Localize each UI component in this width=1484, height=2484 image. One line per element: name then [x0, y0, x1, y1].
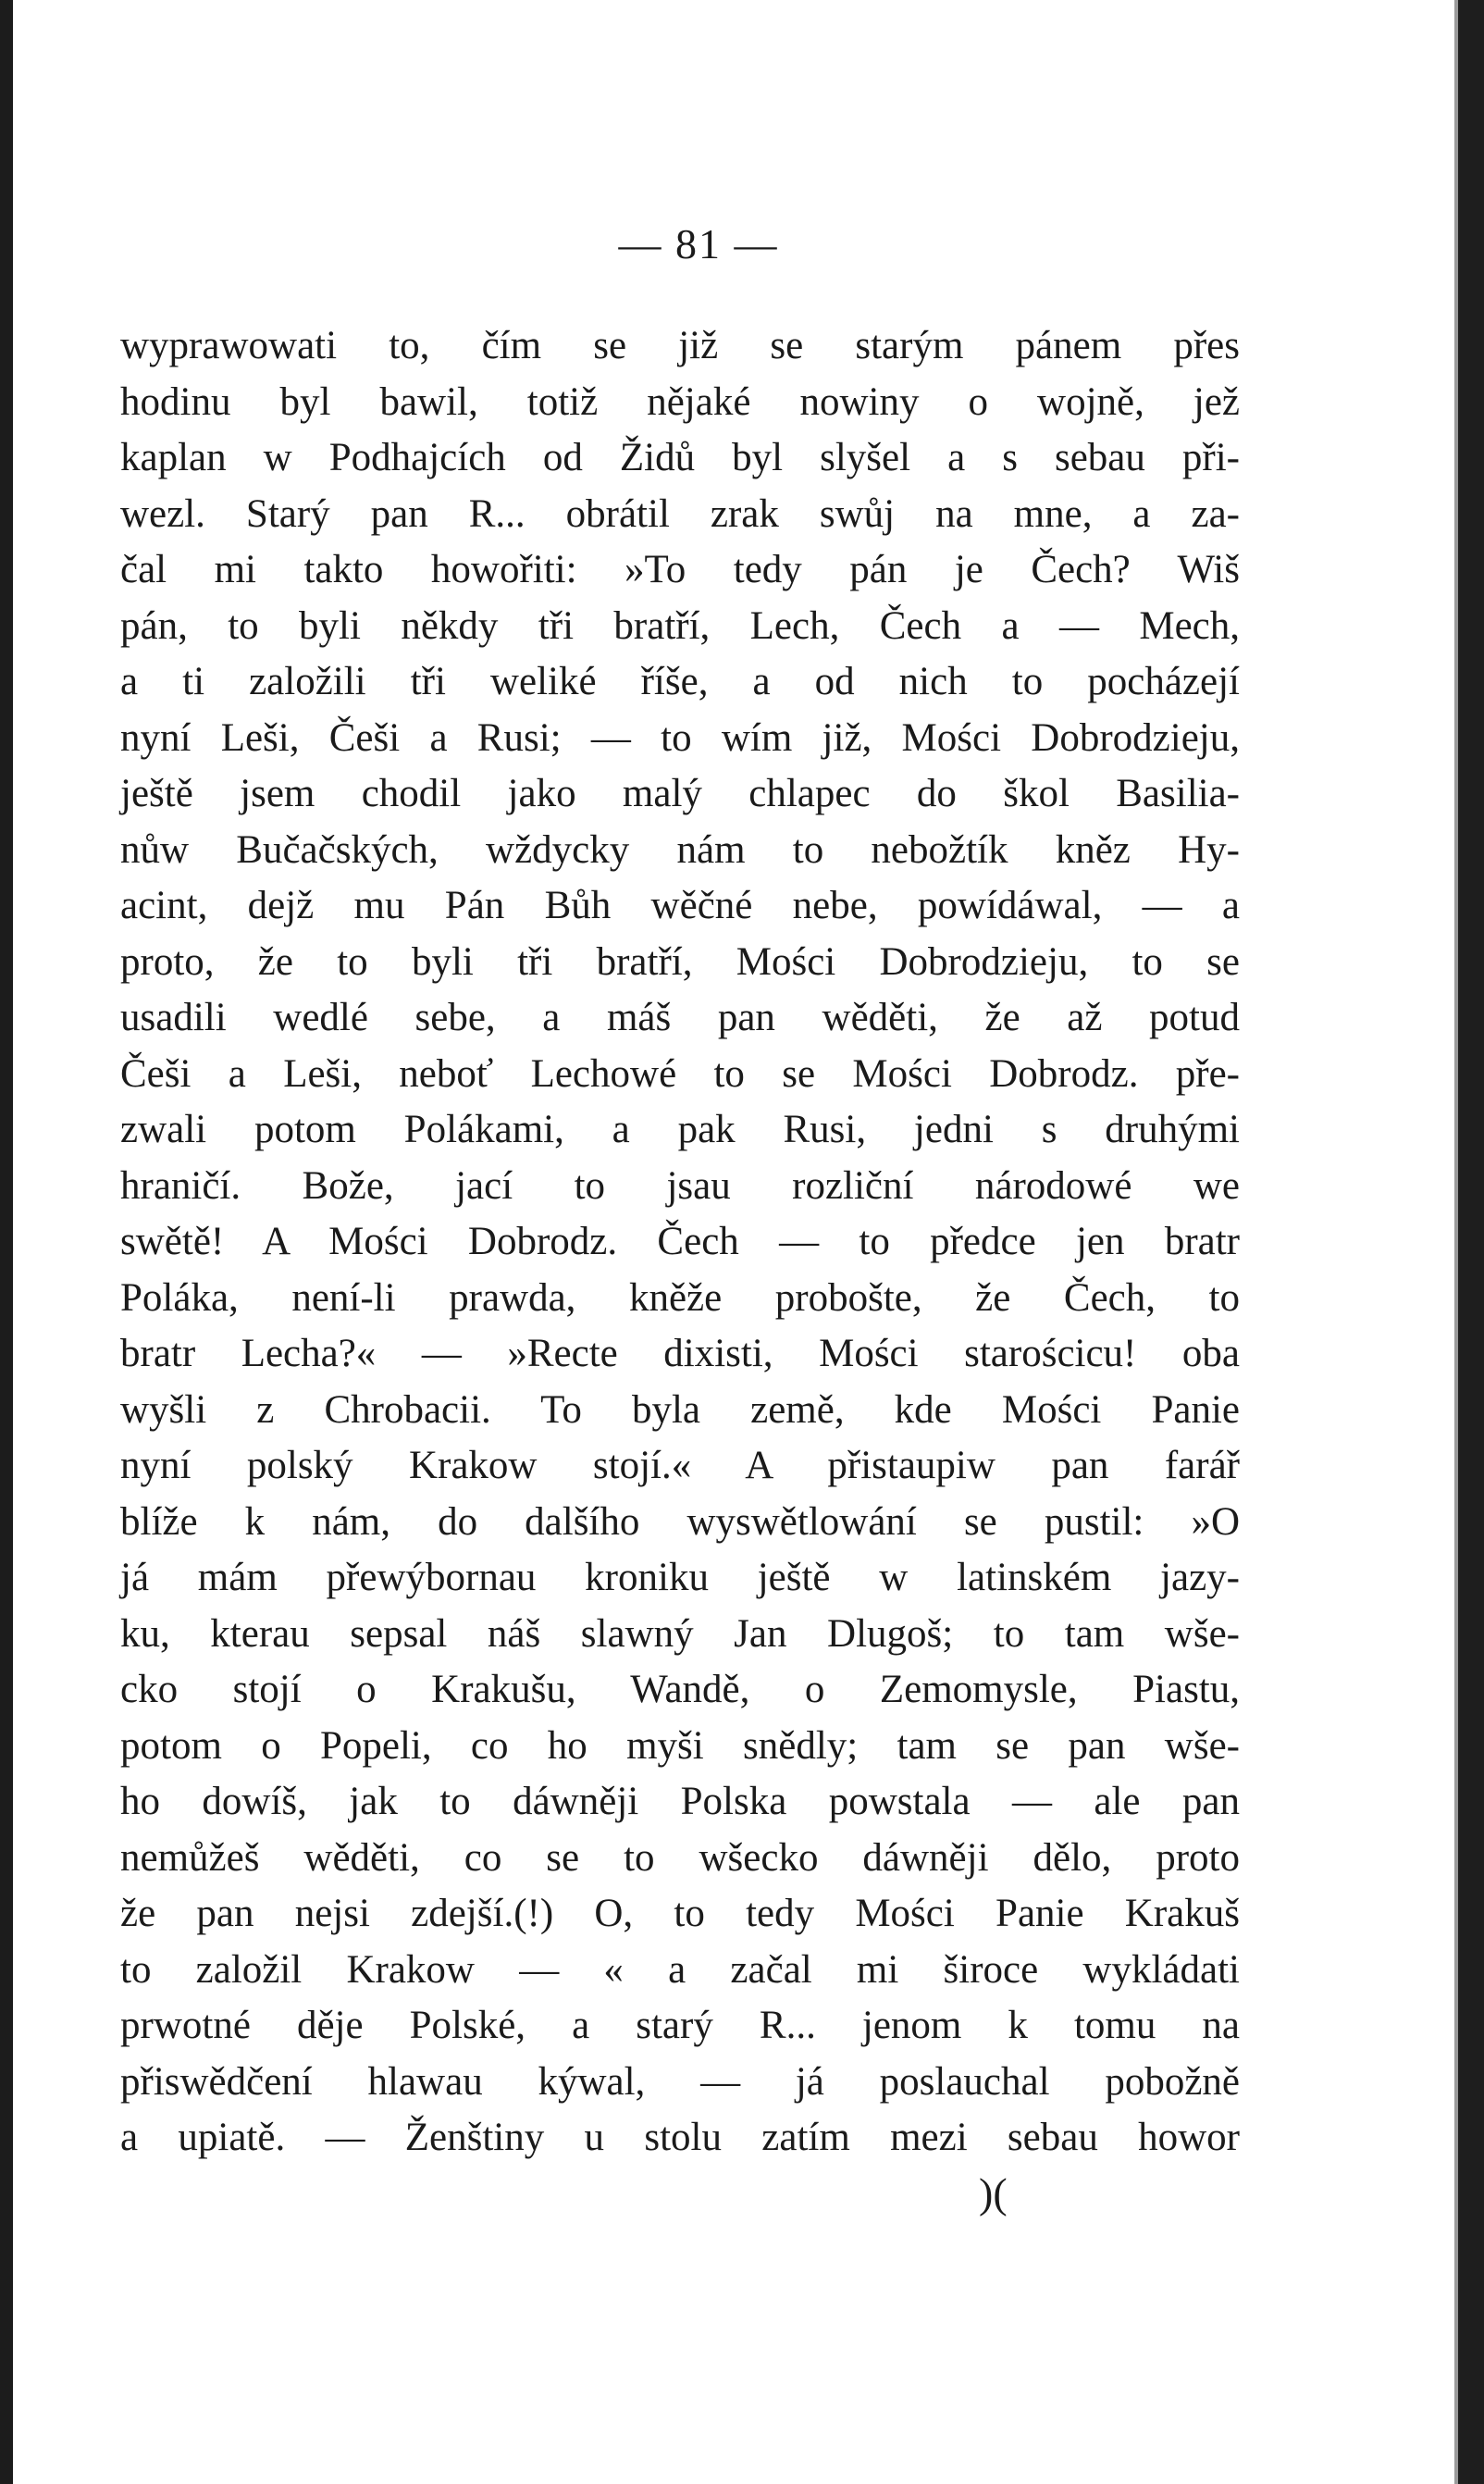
- text-line: nůw Bučačských, wždycky nám to nebožtík kněz Hy-: [120, 827, 1240, 872]
- text-line: prwotné děje Polské, a starý R... jenom k tomu na: [120, 2004, 1240, 2047]
- text-line: čal mi takto howořiti: »To tedy pán je Čech? Wiš: [120, 548, 1240, 591]
- page-number-header: — 81 —: [618, 220, 779, 267]
- text-line: a ti založili tři weliké říše, a od nich to pocházejí: [120, 660, 1240, 703]
- text-line: ještě jsem chodil jako malý chlapec do škol Basilia-: [120, 772, 1240, 815]
- text-line: hraničí. Bože, jací to jsau rozliční národowé we: [120, 1163, 1240, 1208]
- text-line: nyní polský Krakow stojí.« A přistaupiw pan farář: [120, 1444, 1240, 1487]
- text-line: wezl. Starý pan R... obrátil zrak swůj na mne, a za-: [120, 491, 1240, 536]
- text-line: že pan nejsi zdejší.(!) O, to tedy Mości Panie Krakuš: [120, 1892, 1240, 1935]
- body-text: [120, 318, 1240, 2167]
- text-line: usadili wedlé sebe, a máš pan wěděti, že až potud: [120, 996, 1240, 1039]
- text-line: cko stojí o Krakušu, Wandě, o Zemomysle, Piastu,: [120, 1668, 1240, 1711]
- scan-border-left: [0, 0, 13, 2484]
- text-line: ku, kterau sepsal náš slawný Jan Dlugoš; to tam wše-: [120, 1611, 1240, 1656]
- text-line: acint, dejž mu Pán Bůh wěčné nebe, powídáwal, — a: [120, 884, 1240, 927]
- text-line: Poláka, není-li prawda, kněže probošte, že Čech, to: [120, 1275, 1240, 1320]
- scan-border-right: [1458, 0, 1484, 2484]
- book-page: [120, 218, 1240, 2167]
- text-line: nyní Leši, Češi a Rusi; — to wím již, Mości Dobrodzieju,: [120, 715, 1240, 760]
- text-line: ho dowíš, jak to dáwněji Polska powstala — ale pan: [120, 1780, 1240, 1823]
- text-line: potom o Popeli, co ho myši snědly; tam se pan wše-: [120, 1723, 1240, 1768]
- text-line: já mám přewýbornau kroniku ještě w latinském jazy-: [120, 1556, 1240, 1599]
- text-line: přiswědčení hlawau kýwal, — já poslauchal pobožně: [120, 2059, 1240, 2104]
- text-line: to založil Krakow — « a začal mi široce wykládati: [120, 1947, 1240, 1992]
- text-line: pán, to byli někdy tři bratří, Lech, Čech a — Mech,: [120, 603, 1240, 648]
- text-line: proto, že to byli tři bratří, Mości Dobrodzieju, to se: [120, 939, 1240, 984]
- text-line: Češi a Leši, neboť Lechowé to se Mości Dobrodz. pře-: [120, 1051, 1240, 1096]
- text-line: blíže k nám, do dalšího wyswětlowání se pustil: »O: [120, 1499, 1240, 1544]
- catchword-mark: )(: [979, 2169, 1008, 2217]
- text-line: nemůžeš wěděti, co se to wšecko dáwněji dělo, proto: [120, 1835, 1240, 1880]
- text-line: bratr Lecha?« — »Recte dixisti, Mości starościcu! oba: [120, 1332, 1240, 1375]
- text-line: hodinu byl bawil, totiž nějaké nowiny o wojně, jež: [120, 379, 1240, 424]
- text-line: zwali potom Polákami, a pak Rusi, jedni s druhými: [120, 1108, 1240, 1151]
- text-line: wyprawowati to, čím se již se starým pánem přes: [120, 324, 1240, 367]
- text-line: a upiatě. — Ženštiny u stolu zatím mezi sebau howor: [120, 2116, 1240, 2159]
- text-line: kaplan w Podhajcích od Židů byl slyšel a s sebau při-: [120, 436, 1240, 479]
- text-line: wyšli z Chrobacii. To byla země, kde Mości Panie: [120, 1387, 1240, 1432]
- text-line: swětě! A Mości Dobrodz. Čech — to předce jen bratr: [120, 1220, 1240, 1263]
